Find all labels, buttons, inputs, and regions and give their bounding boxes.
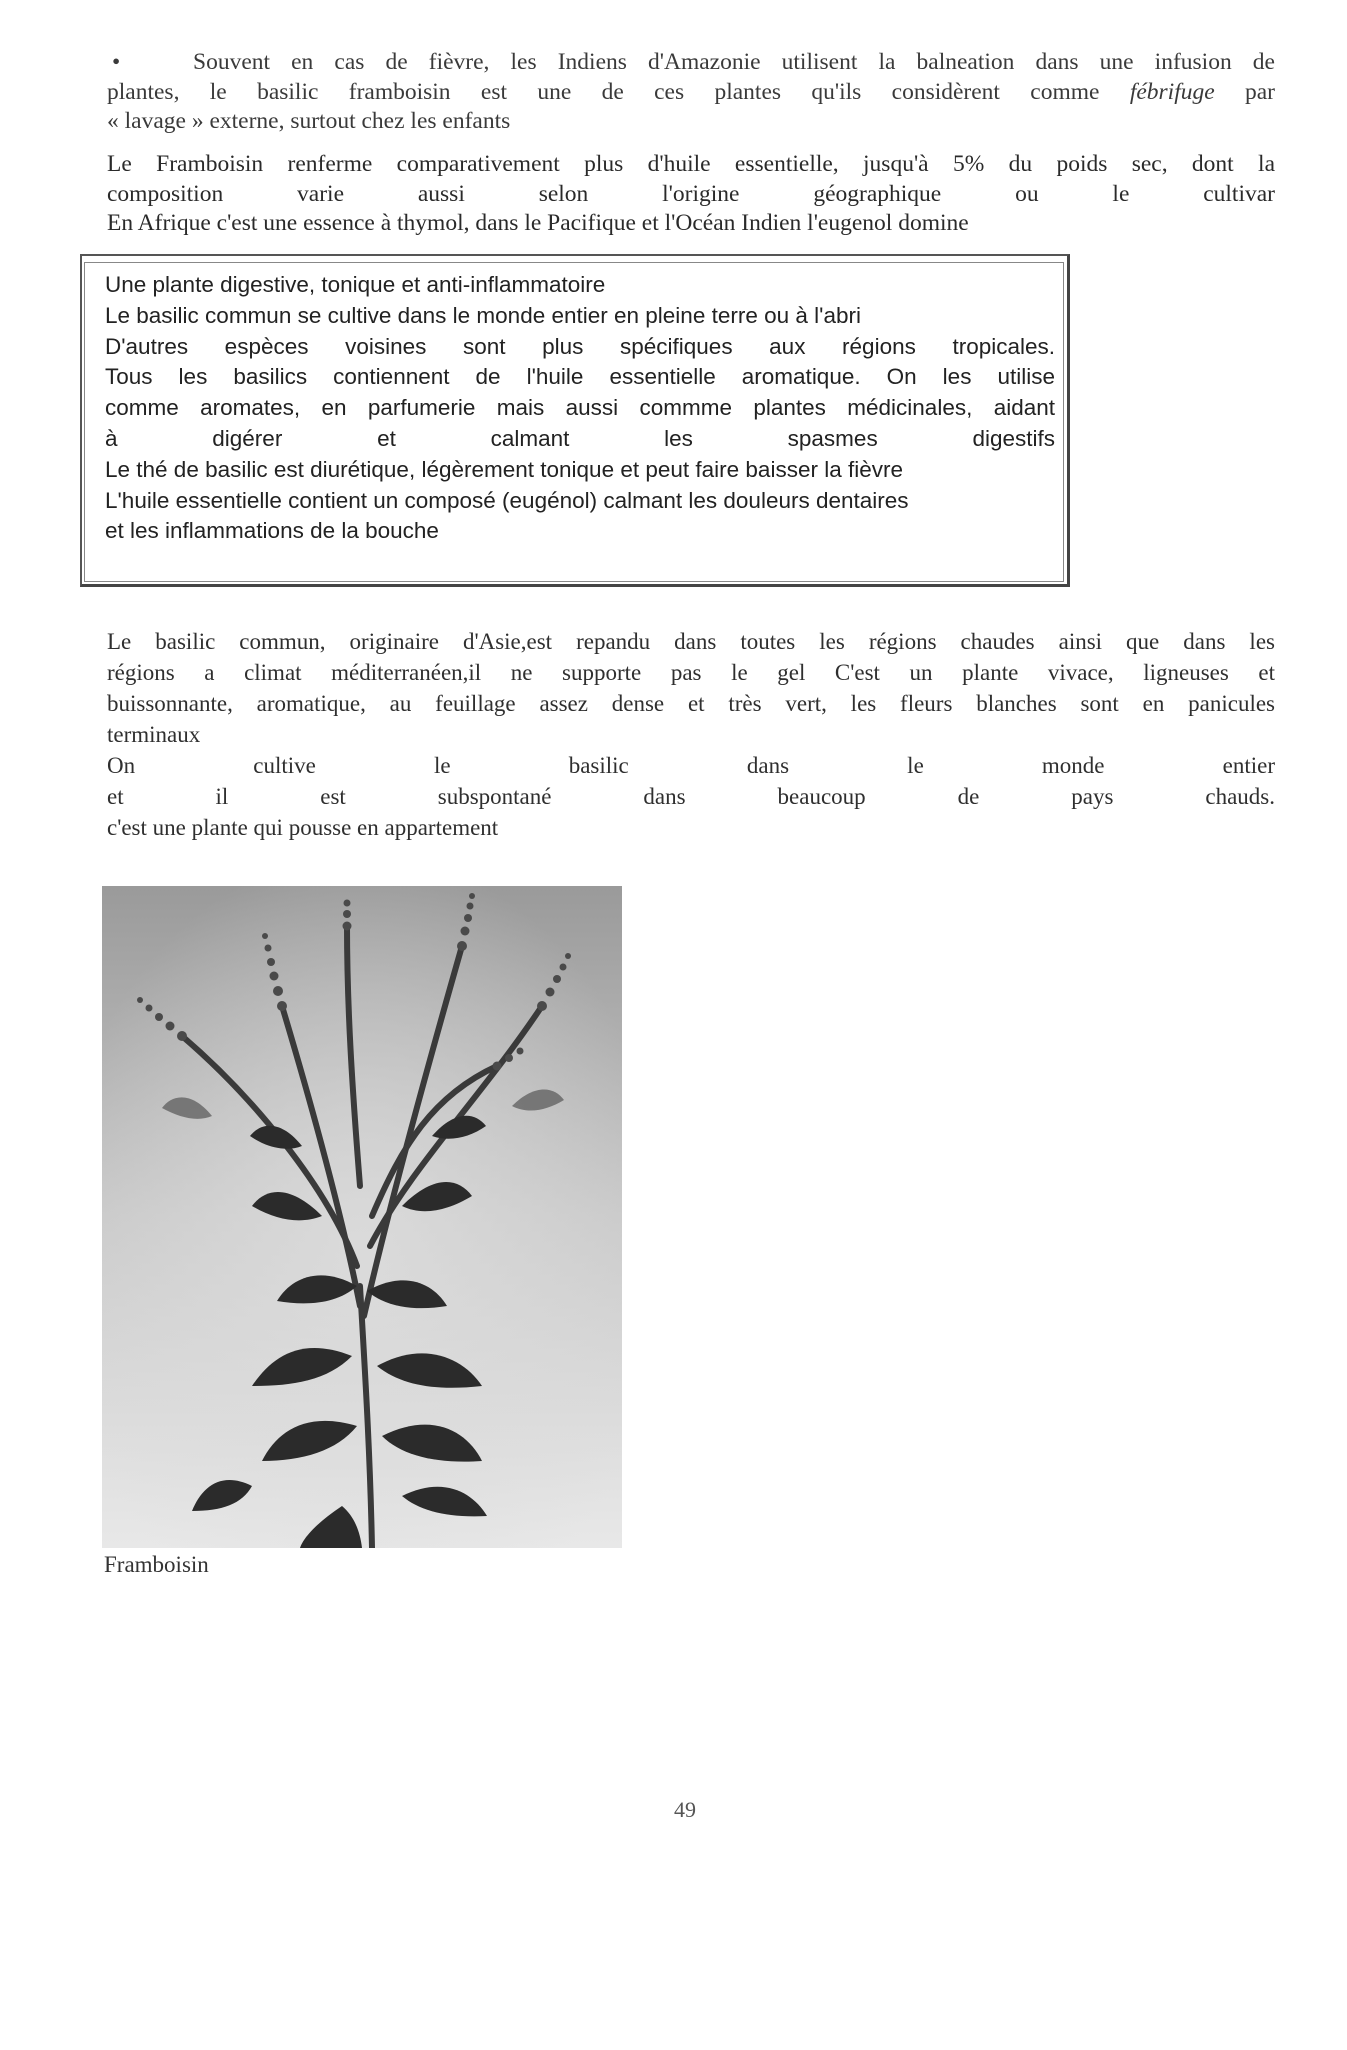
description-line-6: et il est subspontané dans beaucoup de pays chauds. — [107, 784, 1275, 809]
info-box-line-5: à digérer et calmant les spasmes digestifs — [105, 425, 1055, 451]
info-box — [105, 270, 1055, 547]
description-line-5: On cultive le basilic dans le monde entier — [107, 753, 1275, 778]
info-box-title: Une plante digestive, tonique et anti-inflammatoire — [105, 272, 606, 297]
info-box-line-1: Le basilic commun se cultive dans le monde entier en pleine terre ou à l'abri — [105, 302, 861, 328]
page-number: 49 — [674, 1797, 696, 1822]
bullet-icon: • — [112, 49, 121, 75]
info-box-line-4: comme aromates, en parfumerie mais aussi commme plantes médicinales, aidant — [105, 395, 1055, 421]
info-box-line-3: Tous les basilics contiennent de l'huile essentielle aromatique. On les utilise — [105, 364, 1055, 390]
figure-caption: Framboisin — [104, 1552, 209, 1577]
plant-photo — [102, 886, 622, 1548]
composition-line-3: En Afrique c'est une essence à thymol, dans le Pacifique et l'Océan Indien l'eugenol domine — [107, 210, 969, 236]
description-line-4: terminaux — [107, 722, 201, 747]
info-box-line-6: Le thé de basilic est diurétique, légèrement tonique et peut faire baisser la fièvre — [105, 456, 903, 482]
intro-line-3: « lavage » externe, surtout chez les enfants — [107, 108, 511, 134]
intro-line-1: • Souvent en cas de fièvre, les Indiens d'Amazonie utilisent la balneation dans une infusion de — [107, 48, 1275, 78]
description-line-1: Le basilic commun, originaire d'Asie,est repandu dans toutes les régions chaudes ainsi que dans les — [107, 629, 1275, 654]
info-box-line-7: L'huile essentielle contient un composé (eugénol) calmant les douleurs dentaires — [105, 487, 909, 513]
description-line-2: régions a climat méditerranéen,il ne supporte pas le gel C'est un plante vivace, ligneuses et — [107, 660, 1275, 685]
description-line-7: c'est une plante qui pousse en appartement — [107, 815, 499, 840]
description-line-3: buissonnante, aromatique, au feuillage assez dense et très vert, les fleurs blanches sont en panicules — [107, 691, 1275, 716]
intro-line-2: plantes, le basilic framboisin est une de ces plantes qu'ils considèrent comme fébrifuge par — [107, 78, 1276, 105]
emphasis-term: fébrifuge — [1129, 78, 1215, 105]
info-box-line-2: D'autres espèces voisines sont plus spécifiques aux régions tropicales. — [105, 333, 1055, 359]
basil-plant-illustration — [102, 886, 622, 1548]
info-box-line-8: et les inflammations de la bouche — [105, 518, 439, 544]
composition-line-2: composition varie aussi selon l'origine géographique ou le cultivar — [107, 180, 1275, 207]
description-paragraph — [107, 626, 1275, 843]
intro-paragraph — [107, 48, 1275, 137]
composition-line-1: Le Framboisin renferme comparativement plus d'huile essentielle, jusqu'à 5% du poids sec, dont la — [107, 151, 1275, 177]
composition-paragraph — [107, 150, 1275, 239]
